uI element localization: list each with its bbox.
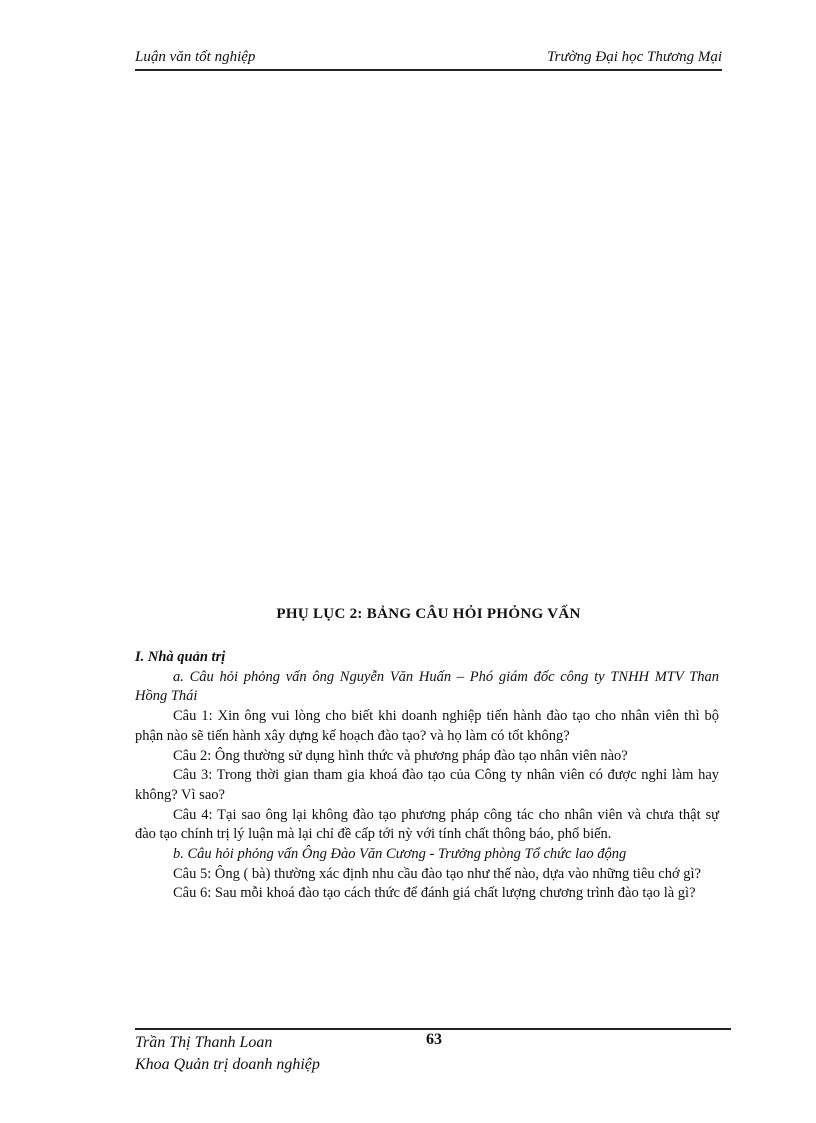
question-5: Câu 5: Ông ( bà) thường xác định nhu cầu đào tạo như thế nào, dựa vào những tiêu chớ gì? — [173, 865, 701, 882]
document-body — [135, 648, 719, 904]
page-header — [135, 47, 722, 71]
header-right-text: Trường Đại học Thương Mại — [547, 49, 722, 65]
page-number: 63 — [426, 1031, 442, 1048]
question-3: Câu 3: Trong thời gian tham gia khoá đào tạo của Công ty nhân viên có được nghỉ làm hay không? Vì sao? — [135, 767, 719, 803]
section-heading: I. Nhà quản trị — [135, 649, 226, 665]
footer-author: Trần Thị Thanh Loan — [135, 1034, 273, 1051]
footer-divider — [135, 1028, 731, 1030]
question-1: Câu 1: Xin ông vui lòng cho biết khi doanh nghiệp tiến hành đào tạo cho nhân viên thì bộ phận nào sẽ tiến hành xây dựng kế hoạch đào tạo? và họ làm có tốt không? — [135, 708, 719, 744]
appendix-title: PHỤ LỤC 2: BẢNG CÂU HỎI PHỎNG VẤN — [276, 606, 581, 622]
question-2: Câu 2: Ông thường sử dụng hình thức và phương pháp đào tạo nhân viên nào? — [173, 747, 628, 764]
subsection-a-heading: a. Câu hỏi phỏng vấn ông Nguyễn Văn Huấn – Phó giám đốc công ty TNHH MTV Than Hồng Thái — [135, 668, 719, 705]
question-4: Câu 4: Tại sao ông lại không đào tạo phương pháp công tác cho nhân viên và chưa thật sự đào tạo chính trị lý luận mà lại chỉ đề cấp tới nỳ với tính chất thông báo, phổ biến. — [135, 806, 719, 843]
subsection-b-heading: b. Câu hỏi phỏng vấn Ông Đào Văn Cương - Trưởng phòng Tổ chức lao động — [173, 846, 627, 863]
footer-department: Khoa Quản trị doanh nghiệp — [135, 1056, 320, 1073]
question-6: Câu 6: Sau mỗi khoá đào tạo cách thức để đánh giá chất lượng chương trình đào tạo là gì? — [173, 885, 696, 902]
header-left-text: Luận văn tốt nghiệp — [135, 49, 256, 65]
